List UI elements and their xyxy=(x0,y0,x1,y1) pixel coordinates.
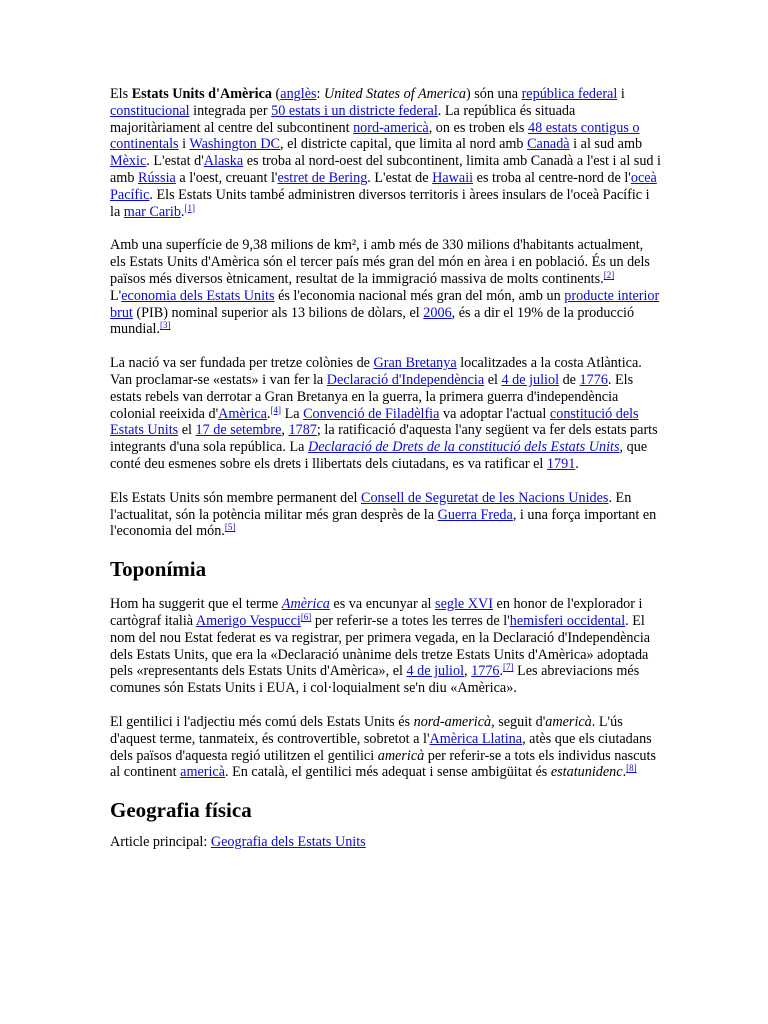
citation xyxy=(184,203,195,213)
wiki-link[interactable]: 17 de setembre xyxy=(195,422,282,439)
italic-text: United States of America xyxy=(324,86,467,102)
bold-term: Estats Units d'Amèrica xyxy=(131,86,272,102)
wiki-link[interactable]: 1776 xyxy=(471,663,500,680)
text-run: i al sud amb xyxy=(569,136,643,153)
italic-text: nord-americà xyxy=(413,713,492,730)
article-body xyxy=(110,86,662,868)
text-run: el xyxy=(484,371,502,388)
text-run: per referir-se a tots els individus nascuts al continent xyxy=(110,747,656,781)
citation-link[interactable]: [5] xyxy=(224,522,236,533)
text-run: . xyxy=(266,405,271,422)
text-run: . xyxy=(575,455,579,472)
citation-link[interactable]: [6] xyxy=(300,611,312,622)
wiki-link[interactable]: mar Carib xyxy=(123,203,181,220)
text-run: La xyxy=(281,405,304,422)
wiki-link[interactable]: 1791 xyxy=(546,455,576,472)
history-paragraph xyxy=(110,355,662,473)
text-run: : xyxy=(316,86,325,102)
text-run: , i una força important en l'economia del món. xyxy=(110,506,657,540)
italic-text: americà xyxy=(377,747,425,764)
text-run: integrada per xyxy=(189,102,272,119)
text-run: ) són una xyxy=(466,86,522,102)
wiki-link[interactable]: Convenció de Filadèlfia xyxy=(303,405,440,422)
text-run: i xyxy=(178,136,190,153)
wiki-link[interactable]: Gran Bretanya xyxy=(373,355,457,372)
citation xyxy=(225,522,236,532)
wiki-link[interactable]: 4 de juliol xyxy=(406,663,465,680)
main-article-note xyxy=(110,834,662,851)
text-run: ( xyxy=(271,86,281,102)
citation xyxy=(626,763,637,773)
citation xyxy=(271,405,282,415)
wiki-link[interactable]: Mèxic xyxy=(110,153,147,170)
text-run: L' xyxy=(110,287,122,304)
citation xyxy=(503,662,514,672)
wiki-link[interactable]: hemisferi occidental xyxy=(509,612,626,629)
text-run: es troba al centre-nord de l' xyxy=(473,169,631,186)
wiki-link[interactable]: Declaració de Drets de la constitució dels Estats Units xyxy=(307,439,620,456)
text-run: . L'ús d'aquest terme, tanmateix, és controvertible, sobretot a l' xyxy=(110,713,623,747)
italic-text: estatunidenc xyxy=(550,764,623,781)
un-council-paragraph xyxy=(110,490,662,540)
wiki-link[interactable]: 2006 xyxy=(423,304,452,321)
wiki-link[interactable]: constitucional xyxy=(110,102,190,119)
text-run: el xyxy=(178,422,196,439)
citation-link[interactable]: [4] xyxy=(270,404,282,415)
text-run: es va encunyar al xyxy=(329,596,436,613)
text-run: . En l'actualitat, són la potència militar més gran desprès de la xyxy=(110,489,632,523)
wiki-link[interactable]: segle XVI xyxy=(435,596,493,613)
text-run: és l'economia nacional més gran del món, amb un xyxy=(274,287,565,304)
text-run: , seguit d' xyxy=(491,713,546,730)
wiki-link[interactable]: estret de Bering xyxy=(277,169,368,186)
wiki-link[interactable]: americà xyxy=(180,764,226,781)
wiki-link[interactable]: Rússia xyxy=(137,169,176,186)
wiki-link[interactable]: 48 estats contigus o continentals xyxy=(110,119,640,153)
text-run: . La república és situada majoritàriament al centre del subcontinent xyxy=(110,102,576,136)
wiki-link[interactable]: Alaska xyxy=(203,153,244,170)
wiki-link[interactable]: economia dels Estats Units xyxy=(121,287,275,304)
text-run: , el districte capital, que limita al nord amb xyxy=(280,136,528,153)
text-run: (PIB) nominal superior als 13 bilions de dòlars, el xyxy=(132,304,424,321)
wiki-link[interactable]: Washington DC xyxy=(189,136,281,153)
citation-link[interactable]: [3] xyxy=(160,320,171,331)
wiki-link[interactable]: Hawaii xyxy=(432,169,474,186)
text-run: i xyxy=(617,86,625,102)
wiki-link[interactable]: Geografia dels Estats Units xyxy=(210,834,366,851)
text-run: Els Estats Units són membre permanent del xyxy=(110,489,361,506)
wiki-link[interactable]: Guerra Freda xyxy=(437,506,513,523)
text-run: . Els Estats Units també administren diversos territoris i àrees insulars de l'oceà Pacífic i la xyxy=(110,186,650,220)
text-run: . xyxy=(180,203,185,220)
wiki-link[interactable]: Amerigo Vespucci xyxy=(195,612,301,629)
toponimia-paragraph xyxy=(110,596,662,697)
wiki-link[interactable]: república federal xyxy=(521,86,618,102)
text-run: Amb una superfície de 9,38 milions de km², i amb més de 330 milions d'habitants actualment, els Estats Units d'Amèrica són el tercer país més gran del món en àrea i en població. És un dels països més diversos ètnicament, resultat de la immigració massiva de molts continents. xyxy=(110,237,650,287)
wiki-link[interactable]: constitució dels Estats Units xyxy=(110,405,639,439)
text-run: , xyxy=(464,663,472,680)
gentilici-paragraph xyxy=(110,714,662,781)
text-run: Hom ha suggerit que el terme xyxy=(110,596,282,613)
citation xyxy=(301,612,312,622)
citation xyxy=(604,270,615,280)
text-run: La nació va ser fundada per tretze colònies de xyxy=(110,355,374,372)
text-run: va adoptar l'actual xyxy=(439,405,550,422)
wiki-link[interactable]: 1787 xyxy=(288,422,317,439)
text-run: . L'estat de xyxy=(367,169,433,186)
text-run: . L'estat d' xyxy=(146,153,204,170)
text-run: , és a dir el 19% de la producció mundial. xyxy=(110,304,635,338)
wiki-link[interactable]: Amèrica xyxy=(218,405,267,422)
text-run: El gentilici i l'adjectiu més comú dels Estats Units és xyxy=(110,713,414,730)
citation-link[interactable]: [8] xyxy=(626,763,637,774)
text-run: , que conté deu esmenes sobre els drets i llibertats dels ciutadans, es va ratificar el xyxy=(110,439,648,472)
text-run: en honor de l'explorador i cartògraf italià xyxy=(110,596,643,629)
wiki-link[interactable]: Declaració d'Independència xyxy=(326,371,485,388)
wiki-link[interactable]: nord-americà xyxy=(353,119,429,136)
text-run: , atès que els ciutadans dels països d'aquesta regió utilitzen el gentilici xyxy=(110,730,652,764)
italic-text: americà xyxy=(545,713,592,730)
text-run: . xyxy=(622,764,627,781)
text-run: a l'oest, creuant l' xyxy=(175,169,278,186)
wiki-link[interactable]: 4 de juliol xyxy=(501,371,560,388)
text-run: . Els estats rebels van derrotar a Gran Bretanya en la guerra, la primera guerra d'independència colonial reeixida d' xyxy=(110,371,634,422)
wiki-link[interactable]: 50 estats i un districte federal xyxy=(271,102,438,119)
text-run: . En català, el gentilici més adequat i sense ambigüitat és xyxy=(225,764,551,781)
text-run: . xyxy=(499,663,504,680)
citation-link[interactable]: [1] xyxy=(184,202,195,213)
intro-paragraph xyxy=(110,86,662,220)
text-run: es troba al nord-oest del subcontinent, limita amb Canadà a l'est i al sud i amb xyxy=(110,153,662,186)
text-run: . El nom del nou Estat federat es va registrar, per primera vegada, en la Declaració d'Independència dels Estats Units, que era la «Declaració unànime dels tretze Estats Units d'Amèrica» adoptada pels «representants dels Estats Units d'Amèrica», el xyxy=(110,612,651,680)
text-run: localitzades a la costa Atlàntica. Van proclamar-se «estats» i van fer la xyxy=(110,355,642,388)
section-heading-geografia: Geografia física xyxy=(110,798,252,823)
wiki-link[interactable]: Amèrica xyxy=(281,596,330,613)
text-run: , xyxy=(281,422,289,439)
text-run: Les abreviacions més comunes són Estats Units i EUA, i col·loquialment se'n diu «Amèrica». xyxy=(110,663,640,697)
section-heading-toponimia: Toponímia xyxy=(110,557,207,582)
text-run: , on es troben els xyxy=(428,119,528,136)
wiki-link[interactable]: Canadà xyxy=(527,136,570,153)
text-run: ; la ratificació d'aquesta l'any següent va fer dels estats parts integrants d'una sola república. La xyxy=(110,422,658,456)
text-run: Article principal: xyxy=(110,834,211,851)
text-run: per referir-se a totes les terres de l' xyxy=(311,612,510,629)
wiki-link[interactable]: anglès xyxy=(280,86,317,102)
text-run: de xyxy=(559,371,580,388)
wiki-link[interactable]: Consell de Seguretat de les Nacions Unides xyxy=(361,489,609,506)
wiki-link[interactable]: producte interior brut xyxy=(110,287,660,321)
citation-link[interactable]: [2] xyxy=(603,269,615,280)
text-run: Els xyxy=(110,86,132,102)
wiki-link[interactable]: 1776 xyxy=(579,371,608,388)
citation xyxy=(160,320,171,330)
citation-link[interactable]: [7] xyxy=(503,662,514,673)
wiki-link[interactable]: oceà Pacífic xyxy=(110,169,657,203)
area-economy-paragraph xyxy=(110,237,662,338)
wiki-link[interactable]: Amèrica Llatina xyxy=(429,730,523,747)
